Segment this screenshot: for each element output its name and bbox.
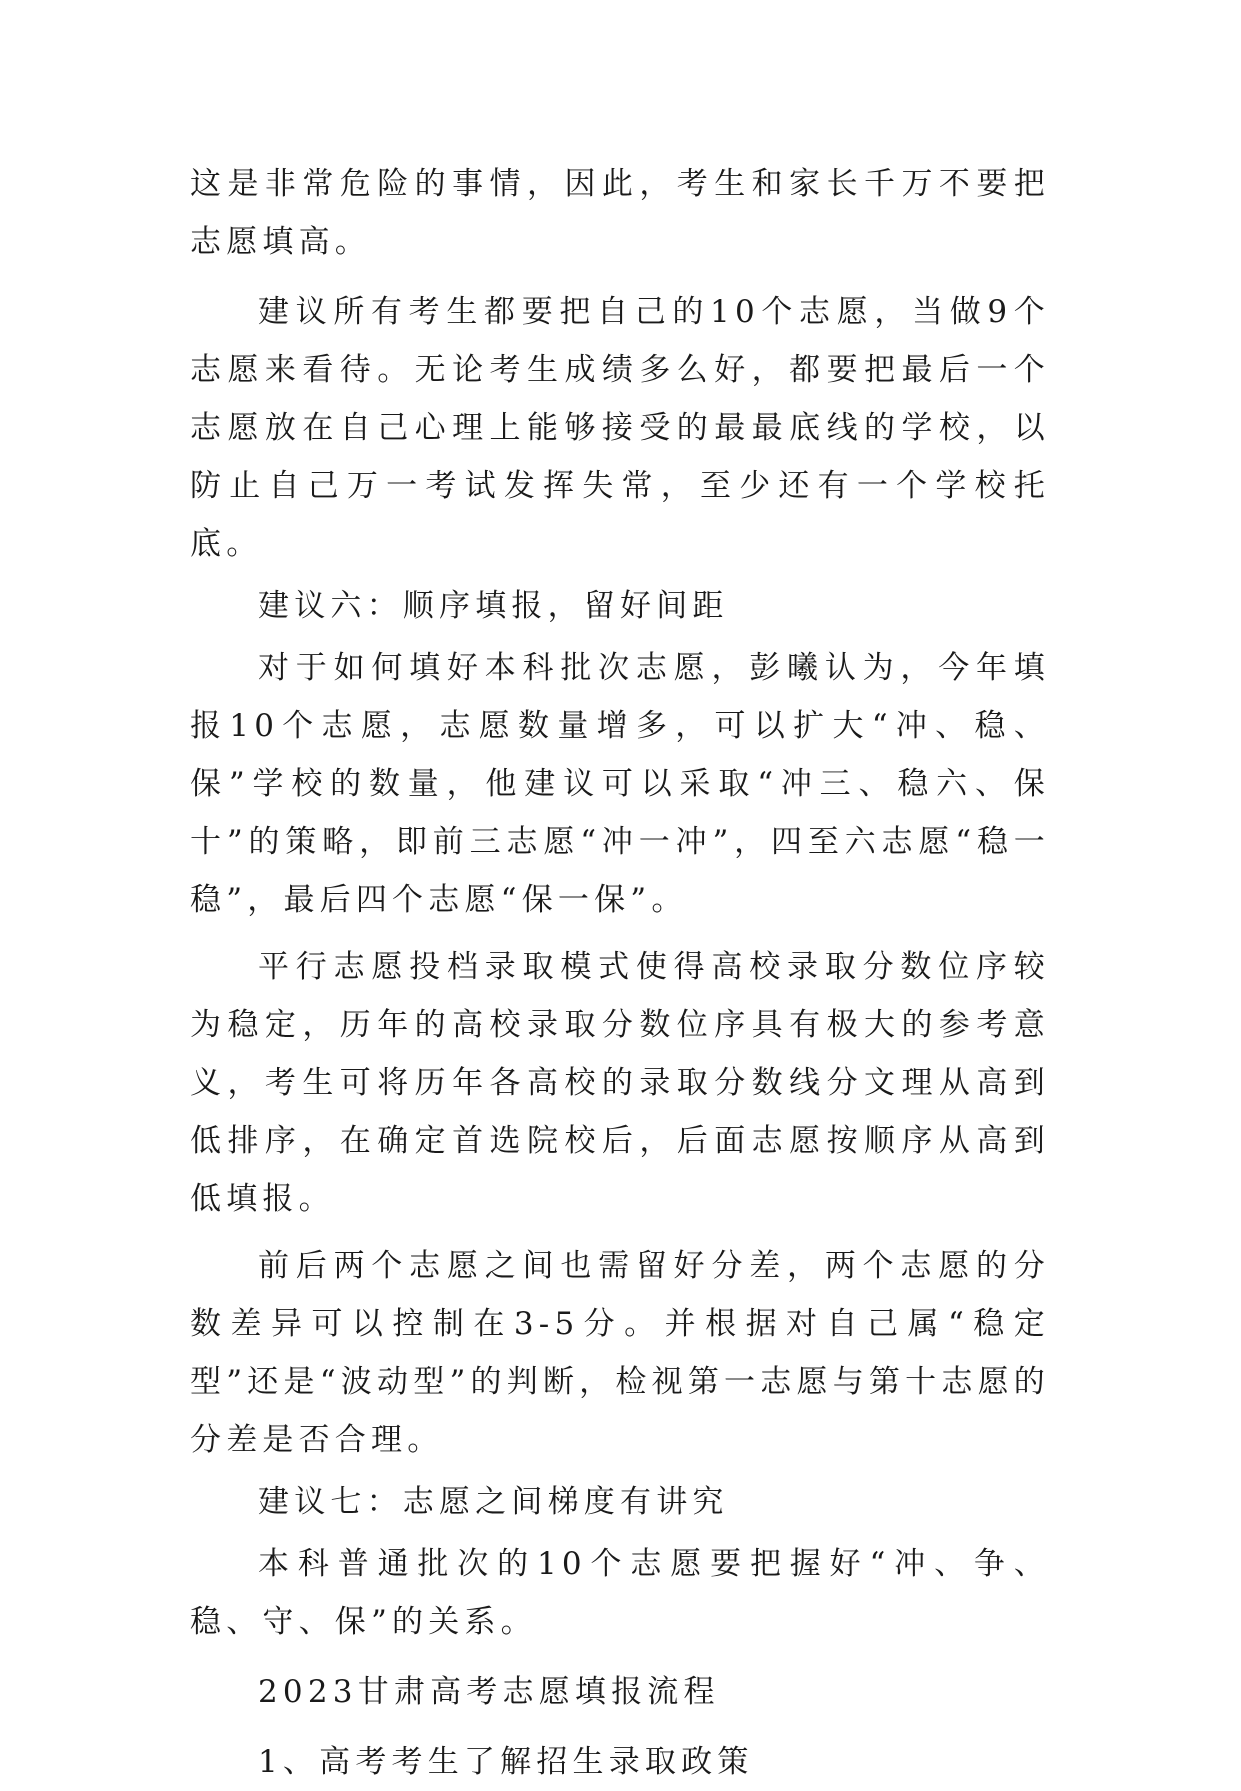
paragraph-risk-warning: 这是非常危险的事情，因此，考生和家长千万不要把志愿填高。 bbox=[190, 166, 1050, 260]
heading-process: 2023甘肃高考志愿填报流程 bbox=[258, 1674, 720, 1710]
paragraph-ten-choices-advice: 建议所有考生都要把自己的10个志愿，当做9个志愿来看待。无论考生成绩多么好，都要把最后一个志愿放在自己心理上能够接受的最最底线的学校，以防止自己万一考试发挥失常，至少还有一个学校托底。 bbox=[190, 294, 1050, 562]
list-item-step-one: 1、高考考生了解招生录取政策 bbox=[258, 1744, 754, 1780]
heading-advice-six: 建议六：顺序填报，留好间距 bbox=[258, 588, 729, 624]
paragraph-score-gap: 前后两个志愿之间也需留好分差，两个志愿的分数差异可以控制在3-5分。并根据对自己属“稳定型”还是“波动型”的判断，检视第一志愿与第十志愿的分差是否合理。 bbox=[190, 1248, 1050, 1458]
paragraph-ranking: 平行志愿投档录取模式使得高校录取分数位序较为稳定，历年的高校录取分数位序具有极大的参考意义，考生可将历年各高校的录取分数线分文理从高到低排序，在确定首选院校后，后面志愿按顺序从高到低填报。 bbox=[190, 949, 1050, 1217]
heading-advice-seven: 建议七：志愿之间梯度有讲究 bbox=[258, 1484, 729, 1520]
document-body bbox=[190, 155, 1050, 1791]
paragraph-strategy: 对于如何填好本科批次志愿，彭曦认为，今年填报10个志愿，志愿数量增多，可以扩大“冲、稳、保”学校的数量，他建议可以采取“冲三、稳六、保十”的策略，即前三志愿“冲一冲”，四至六志愿“稳一稳”，最后四个志愿“保一保”。 bbox=[190, 650, 1050, 918]
paragraph-gradient: 本科普通批次的10个志愿要把握好“冲、争、稳、守、保”的关系。 bbox=[190, 1546, 1050, 1640]
